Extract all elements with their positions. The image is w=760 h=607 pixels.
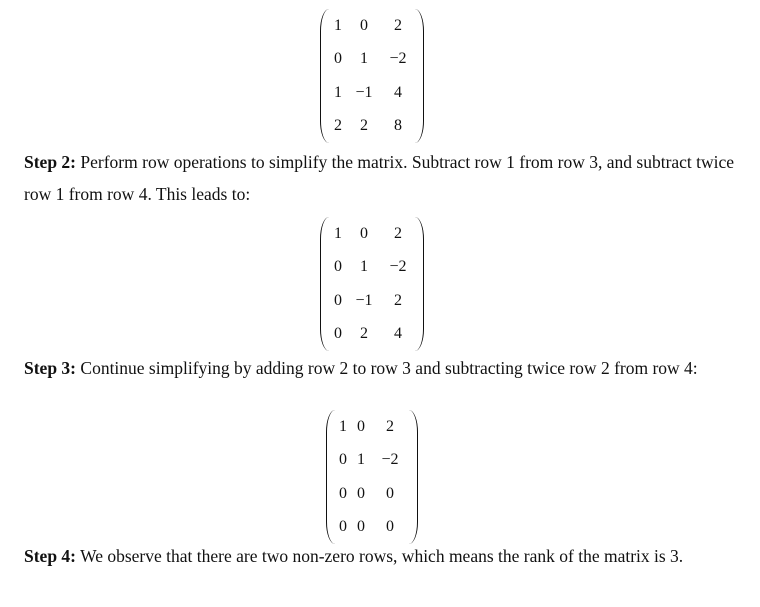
step-3-paragraph bbox=[24, 352, 736, 384]
matrix-row bbox=[329, 76, 415, 110]
matrix-row bbox=[335, 410, 409, 444]
matrix-row bbox=[329, 43, 415, 77]
matrix-cell: 1 bbox=[357, 451, 365, 469]
matrix-cell: 0 bbox=[339, 451, 347, 469]
matrix-left-paren bbox=[326, 410, 335, 544]
matrix-3-grid bbox=[335, 410, 409, 544]
matrix-3 bbox=[326, 410, 418, 544]
matrix-left-paren bbox=[320, 9, 329, 143]
matrix-cell: 0 bbox=[339, 484, 347, 502]
matrix-cell: 2 bbox=[334, 117, 342, 135]
matrix-cell: 0 bbox=[334, 291, 342, 309]
matrix-cell: 8 bbox=[394, 117, 402, 135]
matrix-2 bbox=[320, 217, 424, 351]
matrix-cell: 0 bbox=[386, 518, 394, 536]
matrix-cell: 1 bbox=[334, 224, 342, 242]
matrix-row bbox=[329, 318, 415, 352]
matrix-cell: 1 bbox=[360, 50, 368, 68]
matrix-cell: 2 bbox=[360, 325, 368, 343]
matrix-cell: 0 bbox=[334, 50, 342, 68]
matrix-cell: 1 bbox=[334, 16, 342, 34]
matrix-cell: −2 bbox=[381, 451, 399, 469]
matrix-right-paren bbox=[415, 9, 424, 143]
matrix-cell: 2 bbox=[386, 417, 394, 435]
step-2-paragraph bbox=[24, 146, 736, 210]
matrix-cell: 0 bbox=[334, 325, 342, 343]
matrix-cell: 0 bbox=[360, 224, 368, 242]
step-3-text: Continue simplifying by adding row 2 to row 3 and subtracting twice row 2 from row 4: bbox=[80, 358, 698, 378]
step-3-label: Step 3: bbox=[24, 358, 77, 378]
matrix-cell: 1 bbox=[360, 258, 368, 276]
matrix-cell: 1 bbox=[339, 417, 347, 435]
matrix-row bbox=[329, 217, 415, 251]
matrix-cell: −2 bbox=[389, 50, 407, 68]
matrix-row bbox=[335, 511, 409, 545]
matrix-row bbox=[329, 251, 415, 285]
matrix-cell: 0 bbox=[357, 518, 365, 536]
matrix-cell: 4 bbox=[394, 83, 402, 101]
matrix-cell: 0 bbox=[357, 417, 365, 435]
matrix-cell: −1 bbox=[355, 291, 373, 309]
matrix-cell: 0 bbox=[357, 484, 365, 502]
matrix-cell: 2 bbox=[394, 16, 402, 34]
matrix-cell: 2 bbox=[394, 224, 402, 242]
matrix-cell: 0 bbox=[360, 16, 368, 34]
matrix-cell: −2 bbox=[389, 258, 407, 276]
matrix-cell: 0 bbox=[334, 258, 342, 276]
matrix-cell: 0 bbox=[339, 518, 347, 536]
step-4-paragraph bbox=[24, 540, 736, 572]
matrix-cell: 0 bbox=[386, 484, 394, 502]
matrix-cell: 2 bbox=[360, 117, 368, 135]
matrix-row bbox=[329, 284, 415, 318]
step-2-text: Perform row operations to simplify the matrix. Subtract row 1 from row 3, and subtract twice row 1 from row 4. This leads to: bbox=[24, 152, 735, 204]
step-2-label: Step 2: bbox=[24, 152, 77, 172]
matrix-row bbox=[329, 110, 415, 144]
matrix-row bbox=[335, 444, 409, 478]
step-4-label: Step 4: bbox=[24, 546, 77, 566]
matrix-right-paren bbox=[415, 217, 424, 351]
matrix-row bbox=[329, 9, 415, 43]
matrix-1 bbox=[320, 9, 424, 143]
matrix-cell: 2 bbox=[394, 291, 402, 309]
matrix-right-paren bbox=[409, 410, 418, 544]
matrix-1-grid bbox=[329, 9, 415, 143]
matrix-cell: 1 bbox=[334, 83, 342, 101]
step-4-text: We observe that there are two non-zero rows, which means the rank of the matrix is 3. bbox=[80, 546, 684, 566]
matrix-cell: −1 bbox=[355, 83, 373, 101]
matrix-row bbox=[335, 477, 409, 511]
matrix-cell: 4 bbox=[394, 325, 402, 343]
matrix-2-grid bbox=[329, 217, 415, 351]
matrix-left-paren bbox=[320, 217, 329, 351]
